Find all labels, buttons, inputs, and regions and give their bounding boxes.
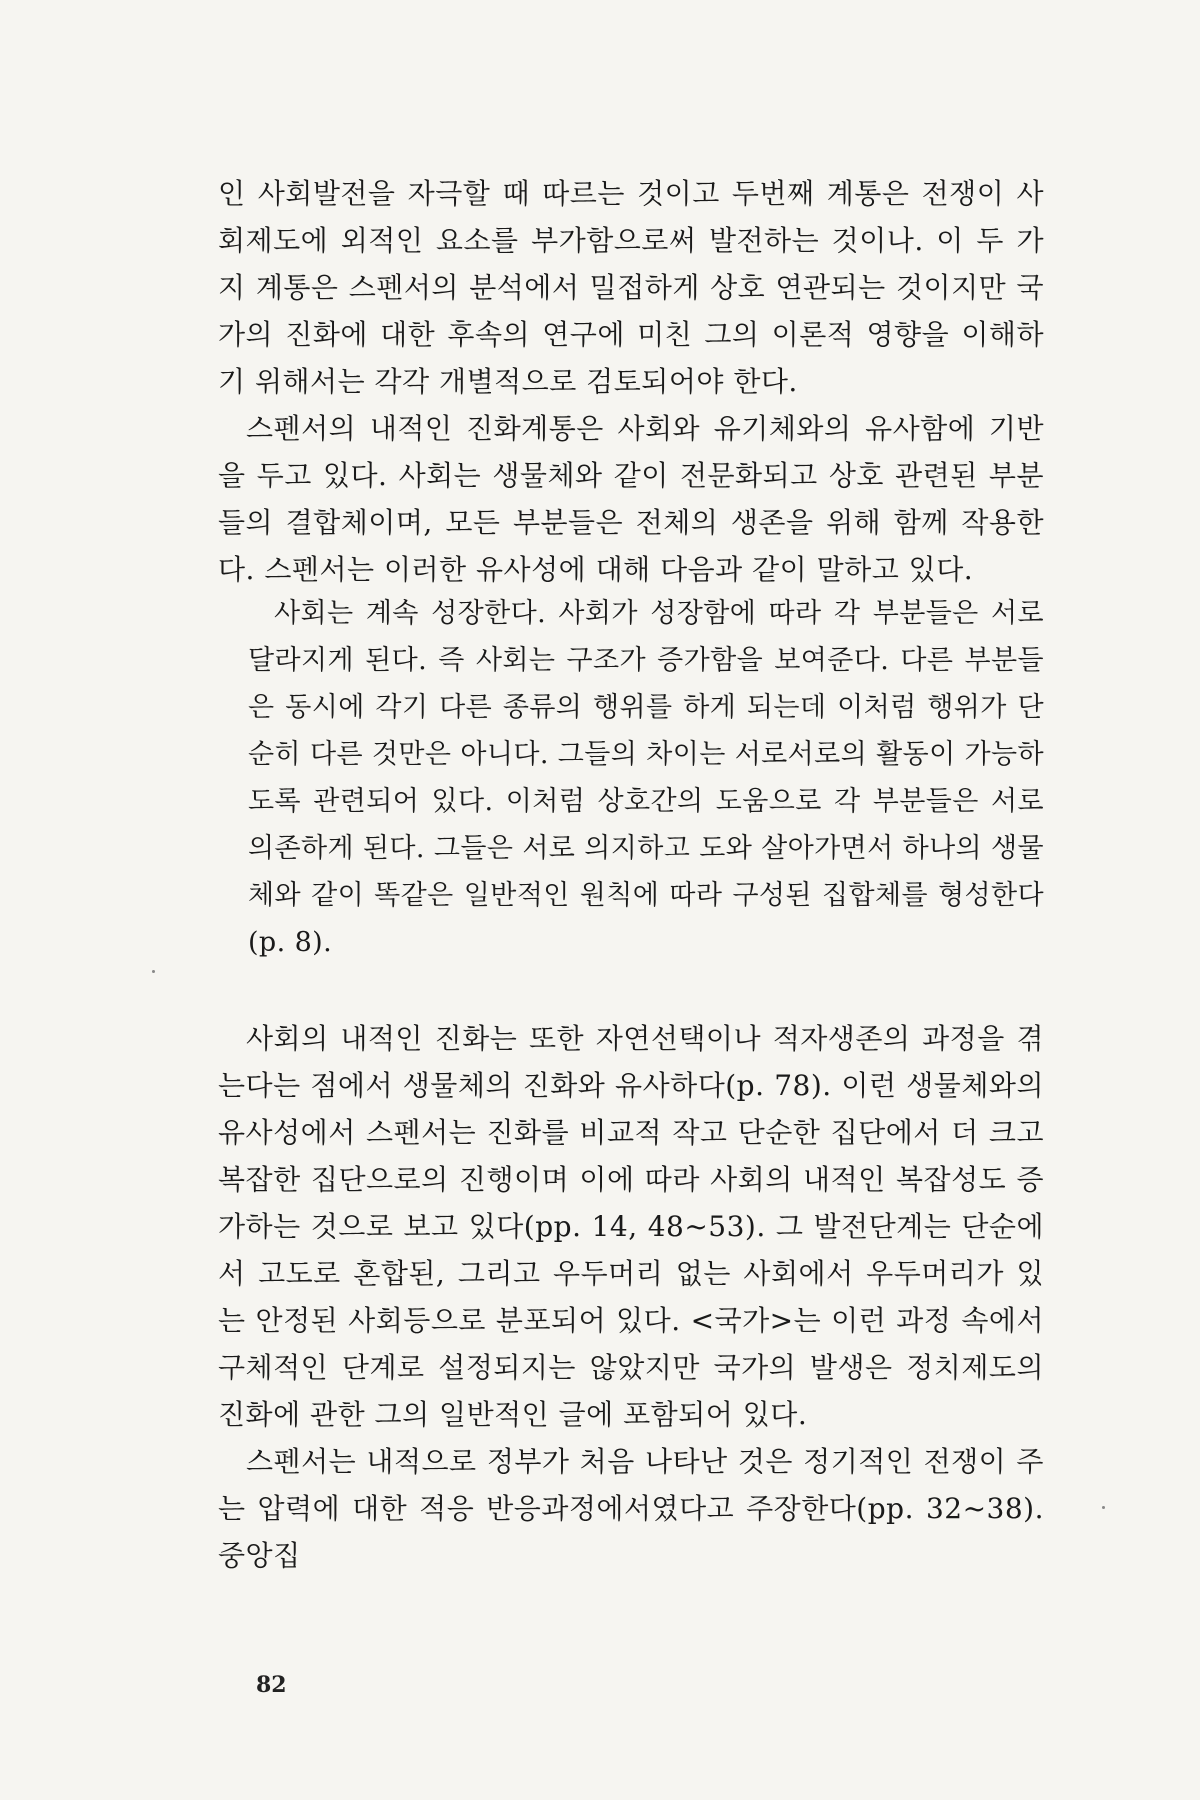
body-text-top xyxy=(218,170,1044,593)
body-text-bottom xyxy=(218,1015,1044,1579)
paragraph-spencer-internal: 스펜서의 내적인 진화계통은 사회와 유기체와의 유사함에 기반을 두고 있다. 사회는 생물체와 같이 전문화되고 상호 관련된 부분들의 결합체이며, 모든 부분들은 전체의 생존을 위해 함께 작용한다. 스펜서는 이러한 유사성에 대해 다음과 같이 말하고 있다. xyxy=(218,412,1044,586)
print-speck xyxy=(152,970,155,973)
print-speck xyxy=(1102,1506,1105,1509)
paragraph-natural-selection: 사회의 내적인 진화는 또한 자연선택이나 적자생존의 과정을 겪는다는 점에서 생물체의 진화와 유사하다(p. 78). 이런 생물체와의 유사성에서 스펜서는 진화를 비교적 작고 단순한 집단에서 더 크고 복잡한 집단으로의 진행이며 이에 따라 사회의 내적인 복잡성도 증가하는 것으로 보고 있다(pp. 14, 48~53). 그 발전단계는 단순에서 고도로 혼합된, 그리고 우두머리 없는 사회에서 우두머리가 있는 안정된 사회등으로 분포되어 있다. <국가>는 이런 과정 속에서 구체적인 단계로 설정되지는 않았지만 국가의 발생은 정치제도의 진화에 관한 그의 일반적인 글에 포함되어 있다. xyxy=(218,1022,1044,1431)
page-number: 82 xyxy=(256,1672,287,1698)
paragraph-government-origin: 스펜서는 내적으로 정부가 처음 나타난 것은 정기적인 전쟁이 주는 압력에 대한 적응 반응과정에서였다고 주장한다(pp. 32~38). 중앙집 xyxy=(218,1445,1044,1572)
block-quote: 사회는 계속 성장한다. 사회가 성장함에 따라 각 부분들은 서로 달라지게 된다. 즉 사회는 구조가 증가함을 보여준다. 다른 부분들은 동시에 각기 다른 종류의 행위를 하게 되는데 이처럼 행위가 단순히 다른 것만은 아니다. 그들의 차이는 서로서로의 활동이 가능하도록 관련되어 있다. 이처럼 상호간의 도움으로 각 부분들은 서로 의존하게 된다. 그들은 서로 의지하고 도와 살아가면서 하나의 생물체와 같이 똑같은 일반적인 원칙에 따라 구성된 집합체를 형성한다(p. 8). xyxy=(248,598,1044,958)
paragraph-continuation: 인 사회발전을 자극할 때 따르는 것이고 두번째 계통은 전쟁이 사회제도에 외적인 요소를 부가함으로써 발전하는 것이나. 이 두 가지 계통은 스펜서의 분석에서 밀접하게 상호 연관되는 것이지만 국가의 진화에 대한 후속의 연구에 미친 그의 이론적 영향을 이해하기 위해서는 각각 개별적으로 검토되어야 한다. xyxy=(218,177,1044,398)
